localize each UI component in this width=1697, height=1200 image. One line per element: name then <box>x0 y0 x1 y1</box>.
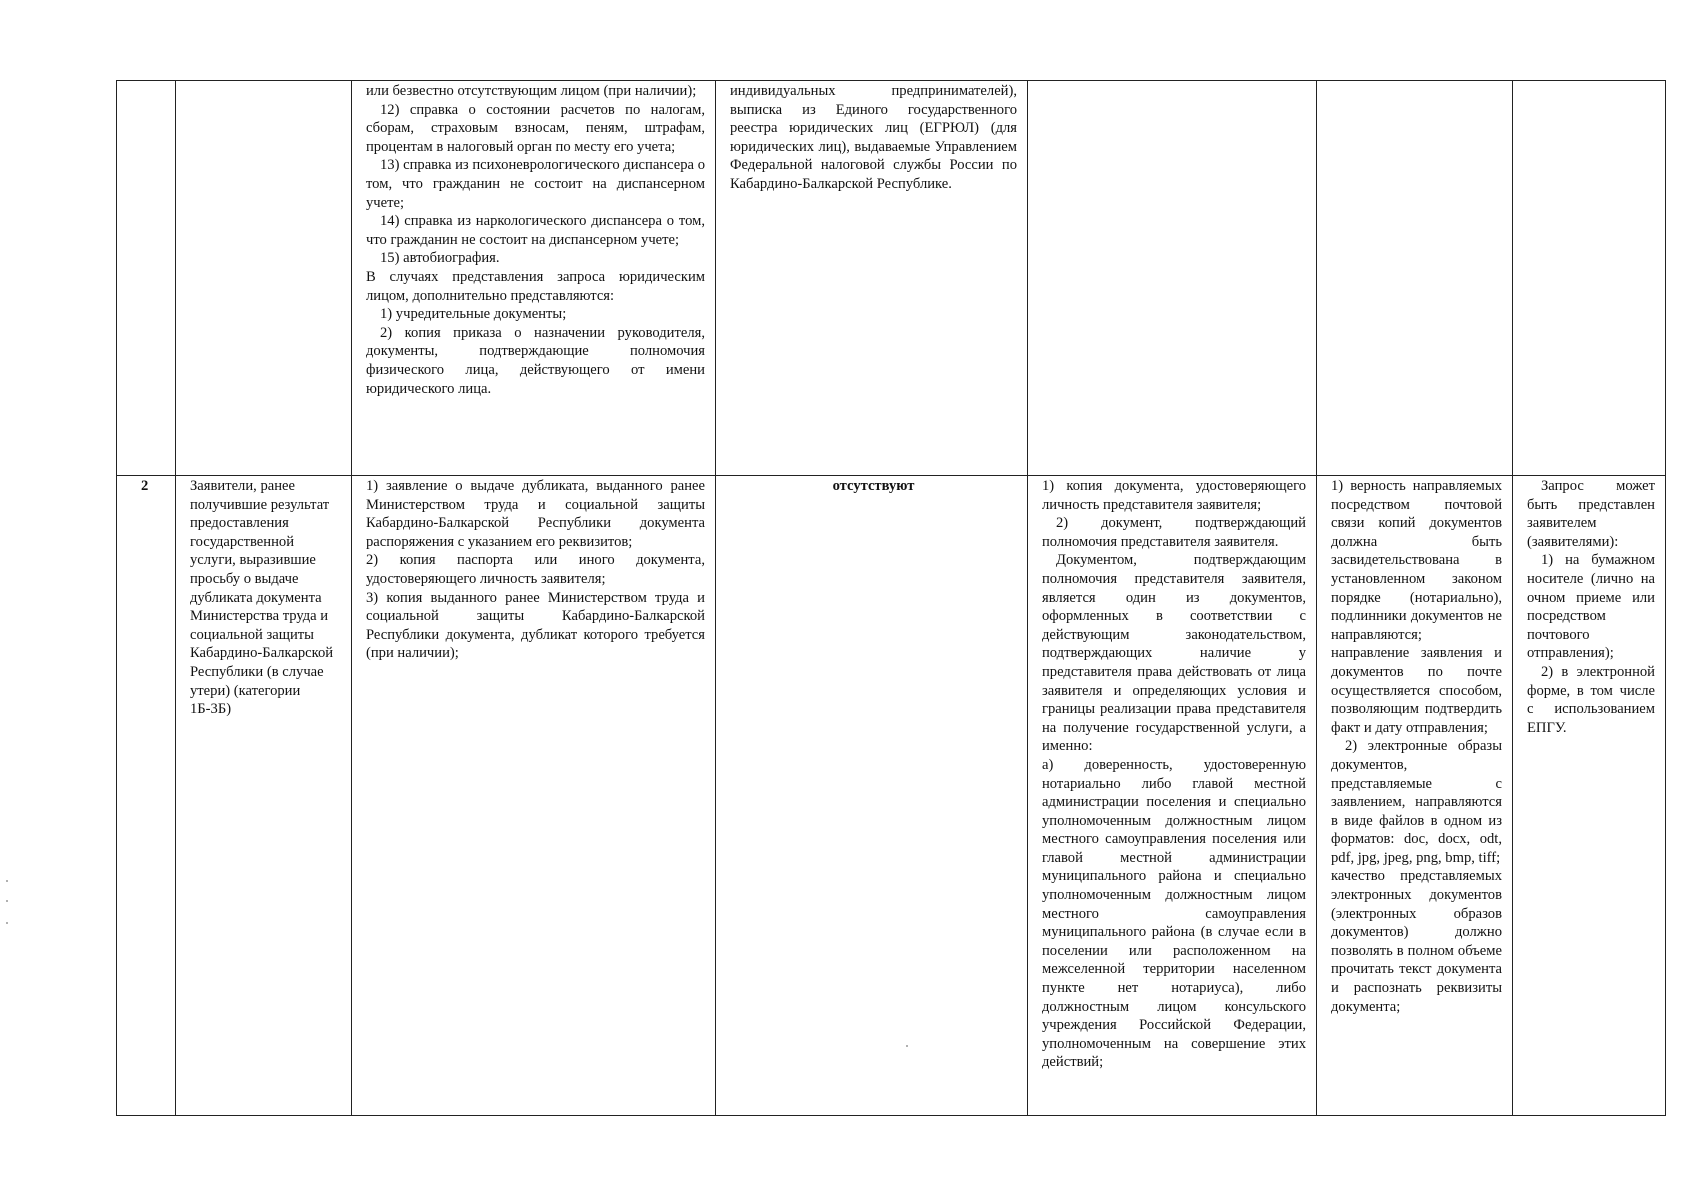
document-item: или безвестно отсутствующим лицом (при наличии); <box>366 83 697 99</box>
document-requirements-cell <box>1317 81 1513 476</box>
scan-speck <box>906 1045 908 1047</box>
document-item: 2) документ, подтверждающий полномочия представителя заявителя. <box>1042 515 1306 550</box>
scan-speck <box>6 922 8 924</box>
representative-documents-cell <box>1028 81 1317 476</box>
required-documents-cell <box>352 476 716 1116</box>
method-item: 2) в электронной форме, в том числе с использованием ЕПГУ. <box>1527 663 1655 736</box>
number-cell: 2 <box>117 476 176 1116</box>
document-item: 12) справка о состоянии расчетов по налогам, сборам, страховым взносам, пеням, штрафам, процентам в налоговый орган по месту его учета; <box>366 101 705 155</box>
table-row <box>117 476 1666 1116</box>
interagency-documents-cell <box>716 81 1028 476</box>
applicant-category-cell: Заявители, ранее получившие результат предоставления государственной услуги, выразившие просьбу о выдаче дубликата документа Министерства труда и социальной защиты Кабардино-Балкарской Республики (в случае утери) (категории 1Б-3Б) <box>176 476 352 1116</box>
interagency-documents-cell: отсутствуют <box>716 476 1028 1116</box>
submission-methods-cell <box>1513 81 1666 476</box>
method-item: 1) на бумажном носителе (лично на очном приеме или посредством почтового отправления); <box>1527 552 1655 662</box>
document-item: 14) справка из наркологического диспансера о том, что гражданин не состоит на диспансерном учете; <box>366 213 705 248</box>
document-item: 3) копия выданного ранее Министерством труда и социальной защиты Кабардино-Балкарской Республики документа, дубликат которого требуется (при наличии); <box>366 589 705 662</box>
document-item: Документом, подтверждающим полномочия представителя заявителя, является один из документов, оформленных в соответствии с действующим законодательством, подтверждающих наличие у представителя права действовать от лица заявителя и определяющих условия и границы реализации права представителя на получение государственной услуги, а именно: <box>1042 552 1306 755</box>
document-item: 1) учредительные документы; <box>380 306 567 323</box>
scan-speck <box>6 900 8 902</box>
applicant-category-cell <box>176 81 352 476</box>
requirements-table <box>116 80 1666 1116</box>
document-requirements-cell <box>1317 476 1513 1116</box>
submission-methods-cell <box>1513 476 1666 1116</box>
document-item: а) доверенность, удостоверенную нотариально либо главой местной администрации поселения и специально уполномоченным должностным лицом местного самоуправления поселения или главой местной администрации муниципального района и специально уполномоченным должностным лицом местного самоуправления муниципального района (в случае если в поселении или расположенном на межселенной территории населенном пункте нет нотариуса), либо должностным лицом консульского учреждения Российской Федерации, уполномоченным на совершение этих действий; <box>1042 756 1306 1071</box>
table-row <box>117 81 1666 476</box>
document-sheet <box>116 80 1665 1115</box>
document-item: 1) заявление о выдаче дубликата, выданного ранее Министерством труда и социальной защиты Кабардино-Балкарской Республики документа распоряжения с указанием его реквизитов; <box>366 478 705 550</box>
representative-documents-cell <box>1028 476 1317 1116</box>
document-item: 2) копия паспорта или иного документа, удостоверяющего личность заявителя; <box>366 552 705 587</box>
document-item: 2) копия приказа о назначении руководителя, документы, подтверждающие полномочия физического лица, действующего от имени юридического лица. <box>366 324 705 397</box>
method-item: Запрос может быть представлен заявителем (заявителями): <box>1527 478 1655 550</box>
required-documents-cell <box>352 81 716 476</box>
requirement-item: 2) электронные образы документов, представляемые с заявлением, направляются в виде файлов в одном из форматов: doc, docx, odt, pdf, jpg, jpeg, png, bmp, tiff; <box>1331 738 1502 866</box>
requirement-item: 1) верность направляемых посредством почтовой связи копий документов должна быть засвидетельствована в установленном законом порядке (нотариально), подлинники документов не направляются; направление заявления и документов по почте осуществляется способом, позволяющим подтвердить факт и дату отправления; <box>1331 478 1502 736</box>
document-item: 15) автобиография. <box>380 250 500 267</box>
document-item: 1) копия документа, удостоверяющего личность представителя заявителя; <box>1042 478 1306 513</box>
document-item: индивидуальных предпринимателей), выписка из Единого государственного реестра юридических лиц (ЕГРЮЛ) (для юридических лиц), выдаваемые Управлением Федеральной налоговой службы России по Кабардино-Балкарской Республике. <box>730 83 1017 192</box>
number-cell <box>117 81 176 476</box>
document-item: В случаях представления запроса юридическим лицом, дополнительно представляются: <box>366 268 705 304</box>
document-item: 13) справка из психоневрологического диспансера о том, что гражданин не состоит на диспансерном учете; <box>366 157 705 211</box>
scan-speck <box>6 880 8 882</box>
requirement-item: качество представляемых электронных документов (электронных образов документов) должно позволять в полном объеме прочитать текст документа и распознать реквизиты документа; <box>1331 868 1502 1015</box>
